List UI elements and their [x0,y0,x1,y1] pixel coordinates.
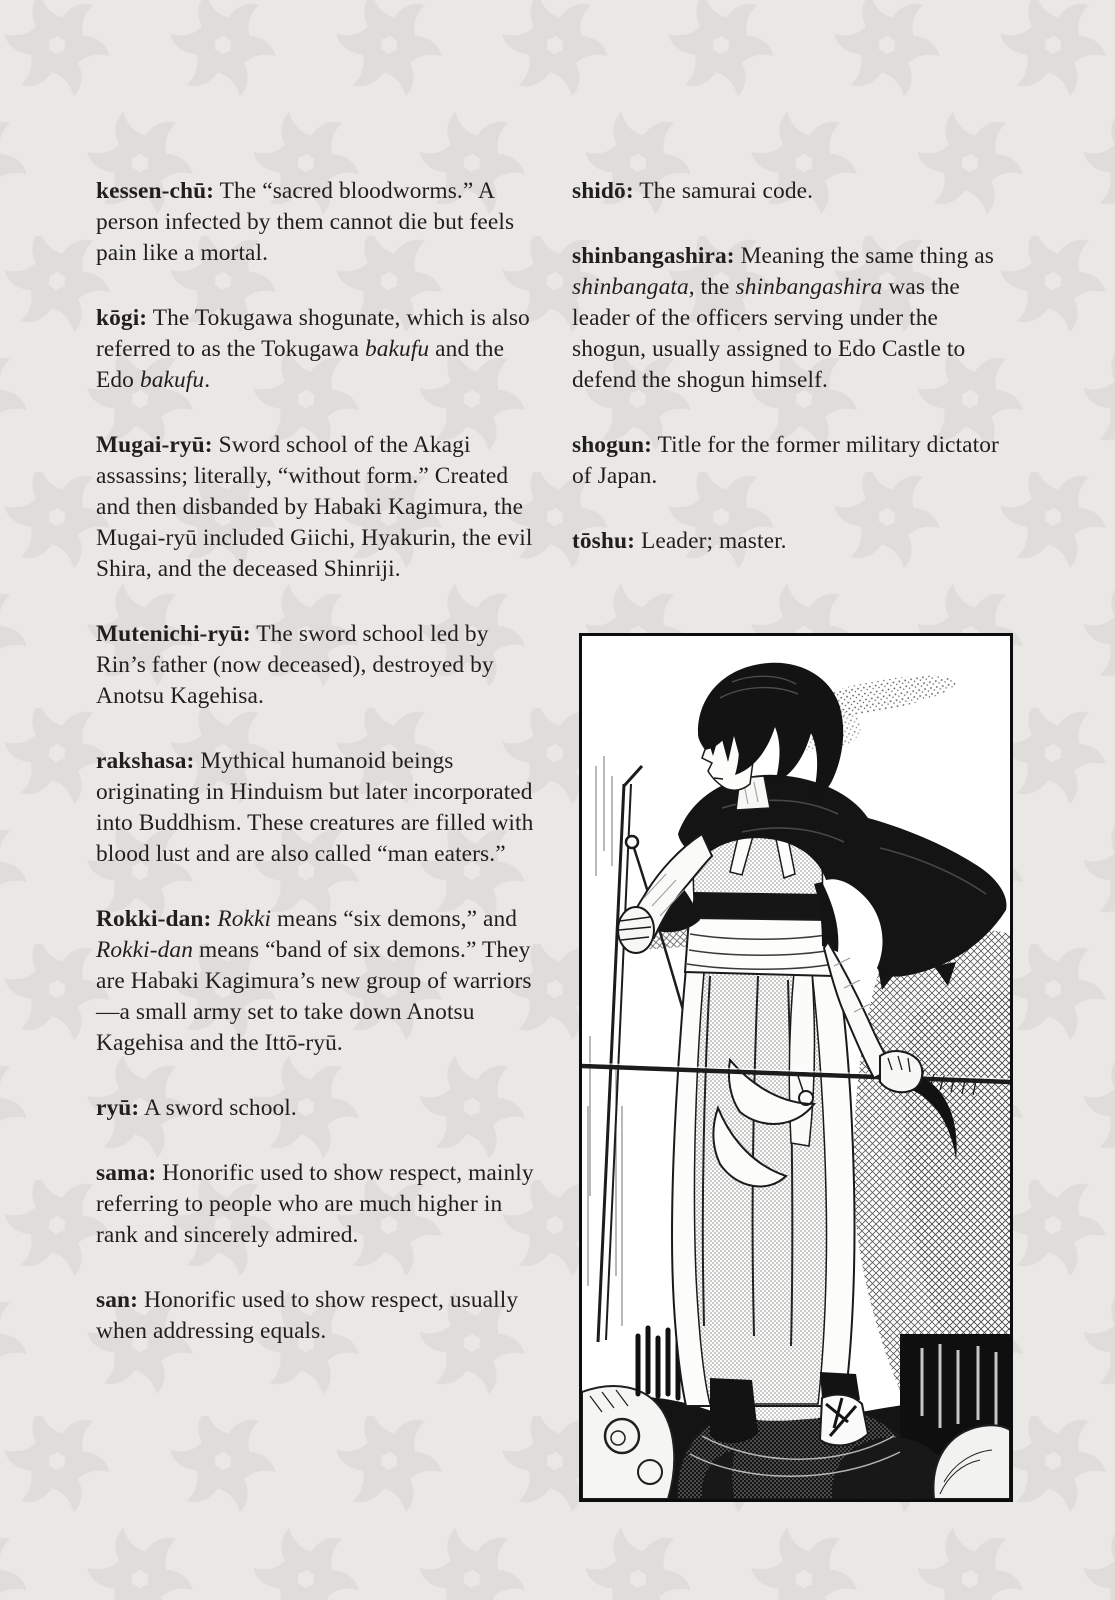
glossary-definition-italic: bakufu [364,336,430,362]
glossary-term: shogun: [572,432,653,458]
glossary-term: ryū: [96,1095,140,1121]
glossary-definition-italic: bakufu [139,367,205,393]
glossary-term: shinbangashira: [572,243,735,269]
glossary-entry [96,1093,542,1124]
glossary-entry [96,176,542,269]
glossary-definition-text: Honorific used to show respect, usually when addressing equals. [96,1287,519,1344]
glossary-term: sama: [96,1160,157,1186]
glossary-term: tōshu: [572,528,635,554]
glossary-entry [96,1285,542,1347]
glossary-definition-italic: Rokki-dan [96,937,194,963]
glossary-definition-text: The Tokugawa shogunate, which is also referred to as the Tokugawa [96,305,530,362]
glossary-definition-text: The samurai code. [633,178,814,204]
glossary-definition-text: means “band of six demons.” They are Habaki Kagimura’s new group of warriors—a small army set to take down Anotsu Kagehisa and the Ittō-ryū. [96,937,532,1056]
glossary-definition-text: Meaning the same thing as [734,243,994,269]
glossary-entry [96,430,542,585]
glossary-definition-text: A sword school. [139,1095,297,1121]
glossary-definition-text: was the leader of the officers serving under the shogun, usually assigned to Edo Castle to defend the shogun himself. [572,274,966,393]
glossary-entry [572,526,1004,557]
glossary-definition-text: , the [688,274,736,300]
glossary-term: san: [96,1287,138,1313]
glossary-entry [572,176,1004,207]
glossary-entry [96,619,542,712]
glossary-term: rakshasa: [96,748,195,774]
glossary-entry [572,430,1004,492]
glossary-column-left [96,176,542,1347]
glossary-definition-italic: shinbangashira [735,274,883,300]
glossary-definition-text: The sword school led by Rin’s father (now deceased), destroyed by Anotsu Kagehisa. [96,621,494,709]
glossary-entry [96,746,542,870]
glossary-definition-text: Leader; master. [635,528,787,554]
glossary-term: Rokki-dan: [96,906,212,932]
glossary-definition-text: Sword school of the Akagi assassins; literally, “without form.” Created and then disbanded by Habaki Kagimura, the Mugai-ryū included Giichi, Hyakurin, the evil Shira, and the deceased Shinriji. [96,432,533,582]
illustration-frame [579,633,1013,1502]
glossary-definition-italic: Rokki [217,906,272,932]
glossary-entry [572,241,1004,396]
glossary-term: shidō: [572,178,634,204]
glossary-definition-text: The “sacred bloodworms.” A person infected by them cannot die but feels pain like a mortal. [96,178,515,266]
glossary-definition-text: means “six demons,” and [271,906,518,932]
glossary-term: kessen-chū: [96,178,215,204]
glossary-entry [96,303,542,396]
glossary-entry [96,1158,542,1251]
glossary-definition-text: Honorific used to show respect, mainly referring to people who are much higher in rank and sincerely admired. [96,1160,534,1248]
glossary-entry [96,904,542,1059]
glossary-term: Mutenichi-ryū: [96,621,251,647]
glossary-definition-text: . [204,367,211,393]
glossary-definition-text: and the Edo [96,336,505,393]
glossary-definition-text: Mythical humanoid beings originating in Hinduism but later incorporated into Buddhism. These creatures are filled with blood lust and are also called “man eaters.” [96,748,534,867]
glossary-definition-italic: shinbangata [572,274,689,300]
manga-illustration [582,636,1010,1499]
glossary-term: kōgi: [96,305,148,331]
glossary-term: Mugai-ryū: [96,432,213,458]
glossary-definition-text: Title for the former military dictator of Japan. [572,432,999,489]
glossary-column-right [572,176,1004,557]
